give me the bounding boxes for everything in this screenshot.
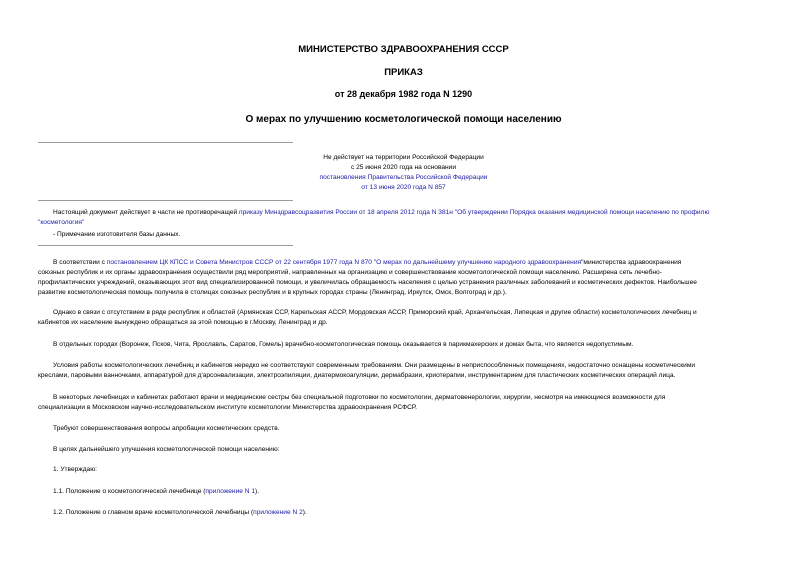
paragraph-3: В отдельных городах (Воронеж, Псков, Чита, Ярославль, Саратов, Гомель) врачебно-косметологическая помощь оказывается в парикмахерских и домах быта, что является недопустимым. [53,341,634,348]
paragraph-1-line-3: профилактических учреждений, оказывающих этот вид специализированной помощи, и увеличилась обращаемость населения с целью устранения различных заболеваний и косметических дефектов. Наибольшее [38,279,697,286]
status-note-link[interactable]: постановления Правительства Российской Федерации [319,174,488,181]
paragraph-7: В целях дальнейшего улучшения косметологической помощи населению: [53,446,280,453]
list-item [53,487,259,497]
list-item [53,508,307,518]
item-2-text: 1.2. Положение о главном враче косметологической лечебницы ( [53,509,254,516]
applicability-link[interactable]: приказу Минздравсоцразвития России от 18 апреля 2012 года N 381н "Об утверждении Порядка оказания медицинской помощи населению по профилю [239,209,710,216]
appendix-2-link[interactable]: приложение N 2 [253,509,303,516]
paragraph-4-line-1: Условия работы косметологических лечебниц и кабинетов нередко не соответствуют современным требованиям. Они размещены в неприспособленных помещениях, недостаточно оснащены косметическими [53,362,696,369]
status-note-line1: Не действует на территории Российской Федерации [323,154,484,161]
appendix-1-link[interactable]: приложение N 1 [205,488,256,495]
status-note-line2: с 25 июня 2020 года на основании [350,164,457,171]
ministry-heading: МИНИСТЕРСТВО ЗДРАВООХРАНЕНИЯ СССР [298,44,509,55]
applicability-text: Настоящий документ действует в части не противоречащей [53,209,240,216]
divider [38,200,293,201]
db-maker-note: - Примечание изготовителя базы данных. [53,231,181,238]
paragraph-5-line-1: В некоторых лечебницах и кабинетах работают врачи и медицинские сестры без специальной подготовки по косметологии, дерматовенерологии, хирургии, несмотря на имеющиеся возможности для [53,394,666,401]
divider [38,142,293,143]
divider [38,245,293,246]
paragraph-5-line-2: специализации в Московском научно-исследовательском институте косметологии Министерства здравоохранения РСФСР. [38,404,417,411]
paragraph-4-line-2: креслами, паровыми ванночками, аппаратурой для д'арсонвализации, электроэпиляции, диатермокоагуляции, дермабразии, криотерапии, инструментарием для пластических косметических операций лица. [38,372,676,379]
status-note-link-date[interactable]: от 13 июня 2020 года N 857 [361,184,446,191]
item-2-end: ). [302,509,307,516]
paragraph-2-line-2: кабинетов их население вынуждено обращаться за этой помощью в г.Москву, Ленинград и др. [38,319,328,326]
paragraph-1-line-4: развитие косметологическая помощь получила в столицах союзных республик и в крупных городах страны (Ленинград, Иркутск, Омск, Волгоград и др.). [38,289,507,296]
applicability-link-cont[interactable]: "косметология" [38,219,85,226]
paragraph-1-line-2: союзных республик и их органы здравоохранения осуществили ряд мероприятий, направленных на организацию и совершенствование косметологической помощи населению. Расширена сеть лечебно- [38,269,662,276]
doc-type-heading: ПРИКАЗ [384,67,423,78]
paragraph-2-line-1: Однако в связи с отсутствием в ряде республик и областей (Армянская ССР, Карельская АССР, Мордовская АССР, Приморский край, Архангельская, Липецкая и другие области) косметологических лечебниц и [53,309,697,316]
p1-text: В соответствии с [53,259,107,266]
paragraph-1-line-1 [53,258,681,268]
p1-text-end: "министерства здравоохранения [581,259,682,266]
item-1-end: ). [255,488,260,495]
applicability-note [53,208,709,218]
item-1-text: 1.1. Положение о косметологической лечебнице ( [53,488,206,495]
paragraph-6: Требуют совершенствования вопросы апробации косметических средств. [53,425,280,432]
paragraph-8: 1. Утверждаю: [53,466,98,473]
p1-decree-link[interactable]: постановлением ЦК КПСС и Совета Министров СССР от 22 сентября 1977 года N 870 "О мерах по дальнейшему улучшению народного здравоохранения [106,259,582,266]
page-title: О мерах по улучшению косметологической помощи населению [245,114,562,125]
doc-date: от 28 декабря 1982 года N 1290 [334,89,473,99]
